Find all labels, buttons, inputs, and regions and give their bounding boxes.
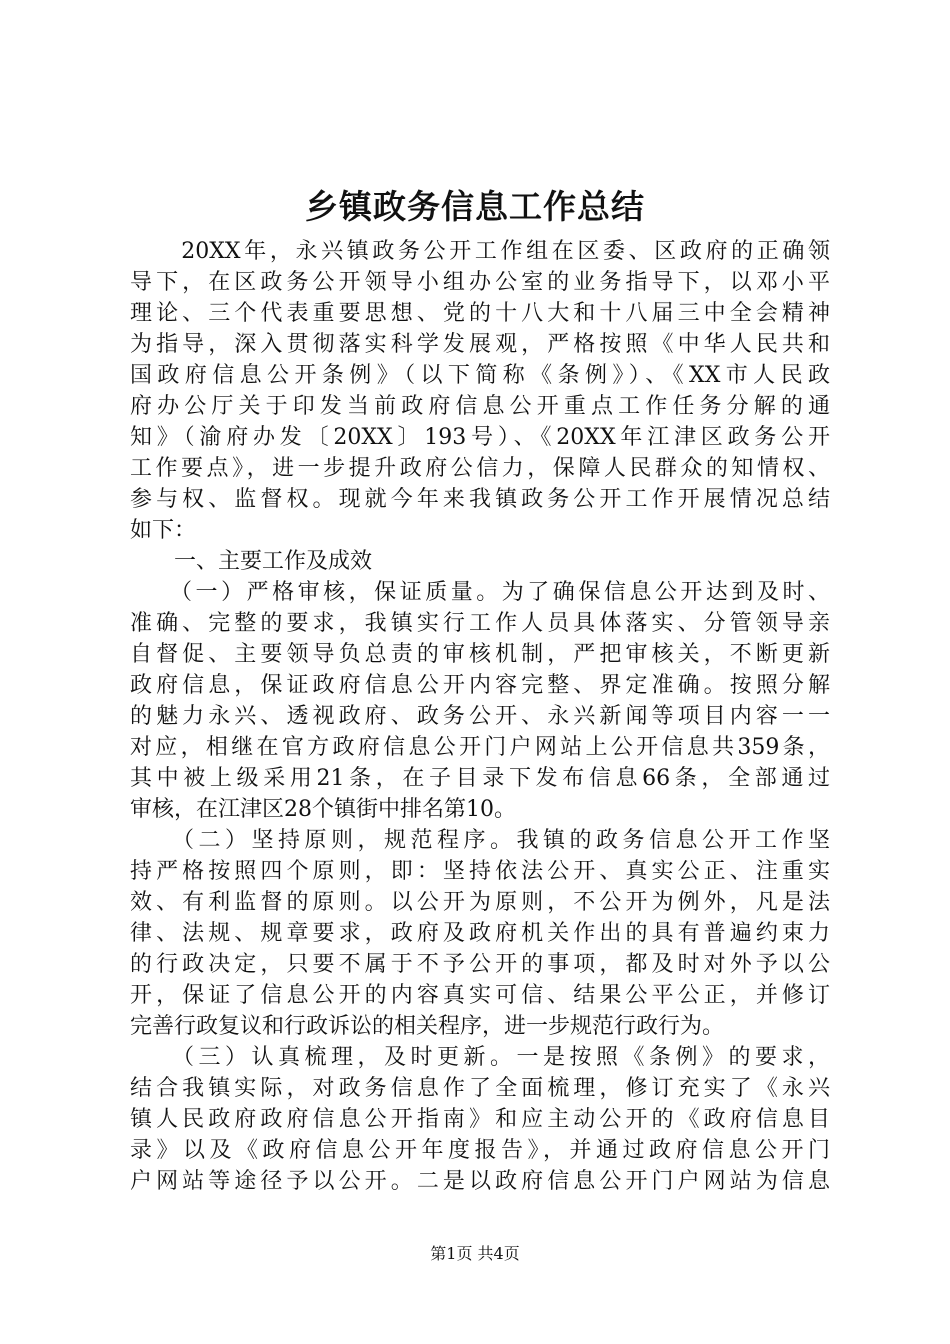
body-line: 准确、完整的要求，我镇实行工作人员具体落实、分管领导亲 [130, 611, 830, 636]
body-line: 律、法规、规章要求，政府及政府机关作出的具有普遍约束力 [130, 921, 830, 946]
body-line: 效、有利监督的原则。以公开为原则，不公开为例外，凡是法 [130, 890, 830, 915]
body-line: 自督促、主要领导负总责的审核机制，严把审核关，不断更新 [130, 642, 830, 667]
body-line: 户网站等途径予以公开。二是以政府信息公开门户网站为信息 [130, 1169, 830, 1194]
body-line: （二）坚持原则，规范程序。我镇的政务信息公开工作坚 [130, 828, 830, 853]
body-line: 的魅力永兴、透视政府、政务公开、永兴新闻等项目内容一一 [130, 704, 830, 729]
body-line: （三）认真梳理，及时更新。一是按照《条例》的要求， [130, 1045, 830, 1070]
body-line: 其中被上级采用21条，在子目录下发布信息66条，全部通过 [130, 766, 830, 791]
document-title: 乡镇政务信息工作总结 [305, 187, 645, 226]
body-line: 镇人民政府政府信息公开指南》和应主动公开的《政府信息目 [130, 1107, 830, 1132]
body-line: 完善行政复议和行政诉讼的相关程序，进一步规范行政行为。 [130, 1014, 725, 1039]
body-line: 一、主要工作及成效 [130, 549, 373, 574]
body-line: 府办公厅关于印发当前政府信息公开重点工作任务分解的通 [130, 394, 830, 419]
body-line: 参与权、监督权。现就今年来我镇政务公开工作开展情况总结 [130, 487, 830, 512]
body-line: 的行政决定，只要不属于不予公开的事项，都及时对外予以公 [130, 952, 830, 977]
page-footer: 第1页 共4页 [430, 1244, 520, 1263]
body-line: 对应，相继在官方政府信息公开门户网站上公开信息共359条， [130, 735, 830, 760]
body-line: 结合我镇实际，对政务信息作了全面梳理，修订充实了《永兴 [130, 1076, 830, 1101]
document-body [130, 236, 830, 1197]
body-line: 持严格按照四个原则，即：坚持依法公开、真实公正、注重实 [130, 859, 830, 884]
body-line: 开，保证了信息公开的内容真实可信、结果公平公正，并修订 [130, 983, 830, 1008]
body-line: （一）严格审核，保证质量。为了确保信息公开达到及时、 [130, 580, 830, 605]
body-line: 录》以及《政府信息公开年度报告》，并通过政府信息公开门 [130, 1138, 830, 1163]
body-line: 审核，在江津区28个镇街中排名第10。 [130, 797, 516, 822]
body-line: 政府信息，保证政府信息公开内容完整、界定准确。按照分解 [130, 673, 830, 698]
body-line: 理论、三个代表重要思想、党的十八大和十八届三中全会精神 [130, 301, 830, 326]
body-line: 工作要点》，进一步提升政府公信力，保障人民群众的知情权、 [130, 456, 830, 481]
body-line: 20XX年，永兴镇政务公开工作组在区委、区政府的正确领 [130, 239, 830, 264]
body-line: 如下： [130, 518, 197, 543]
body-line: 国政府信息公开条例》（以下简称《条例》）、《XX市人民政 [130, 363, 830, 388]
body-line: 导下，在区政务公开领导小组办公室的业务指导下，以邓小平 [130, 270, 830, 295]
body-line: 知》（渝府办发〔20XX〕193号）、《20XX年江津区政务公开 [130, 425, 830, 450]
body-line: 为指导，深入贯彻落实科学发展观，严格按照《中华人民共和 [130, 332, 830, 357]
